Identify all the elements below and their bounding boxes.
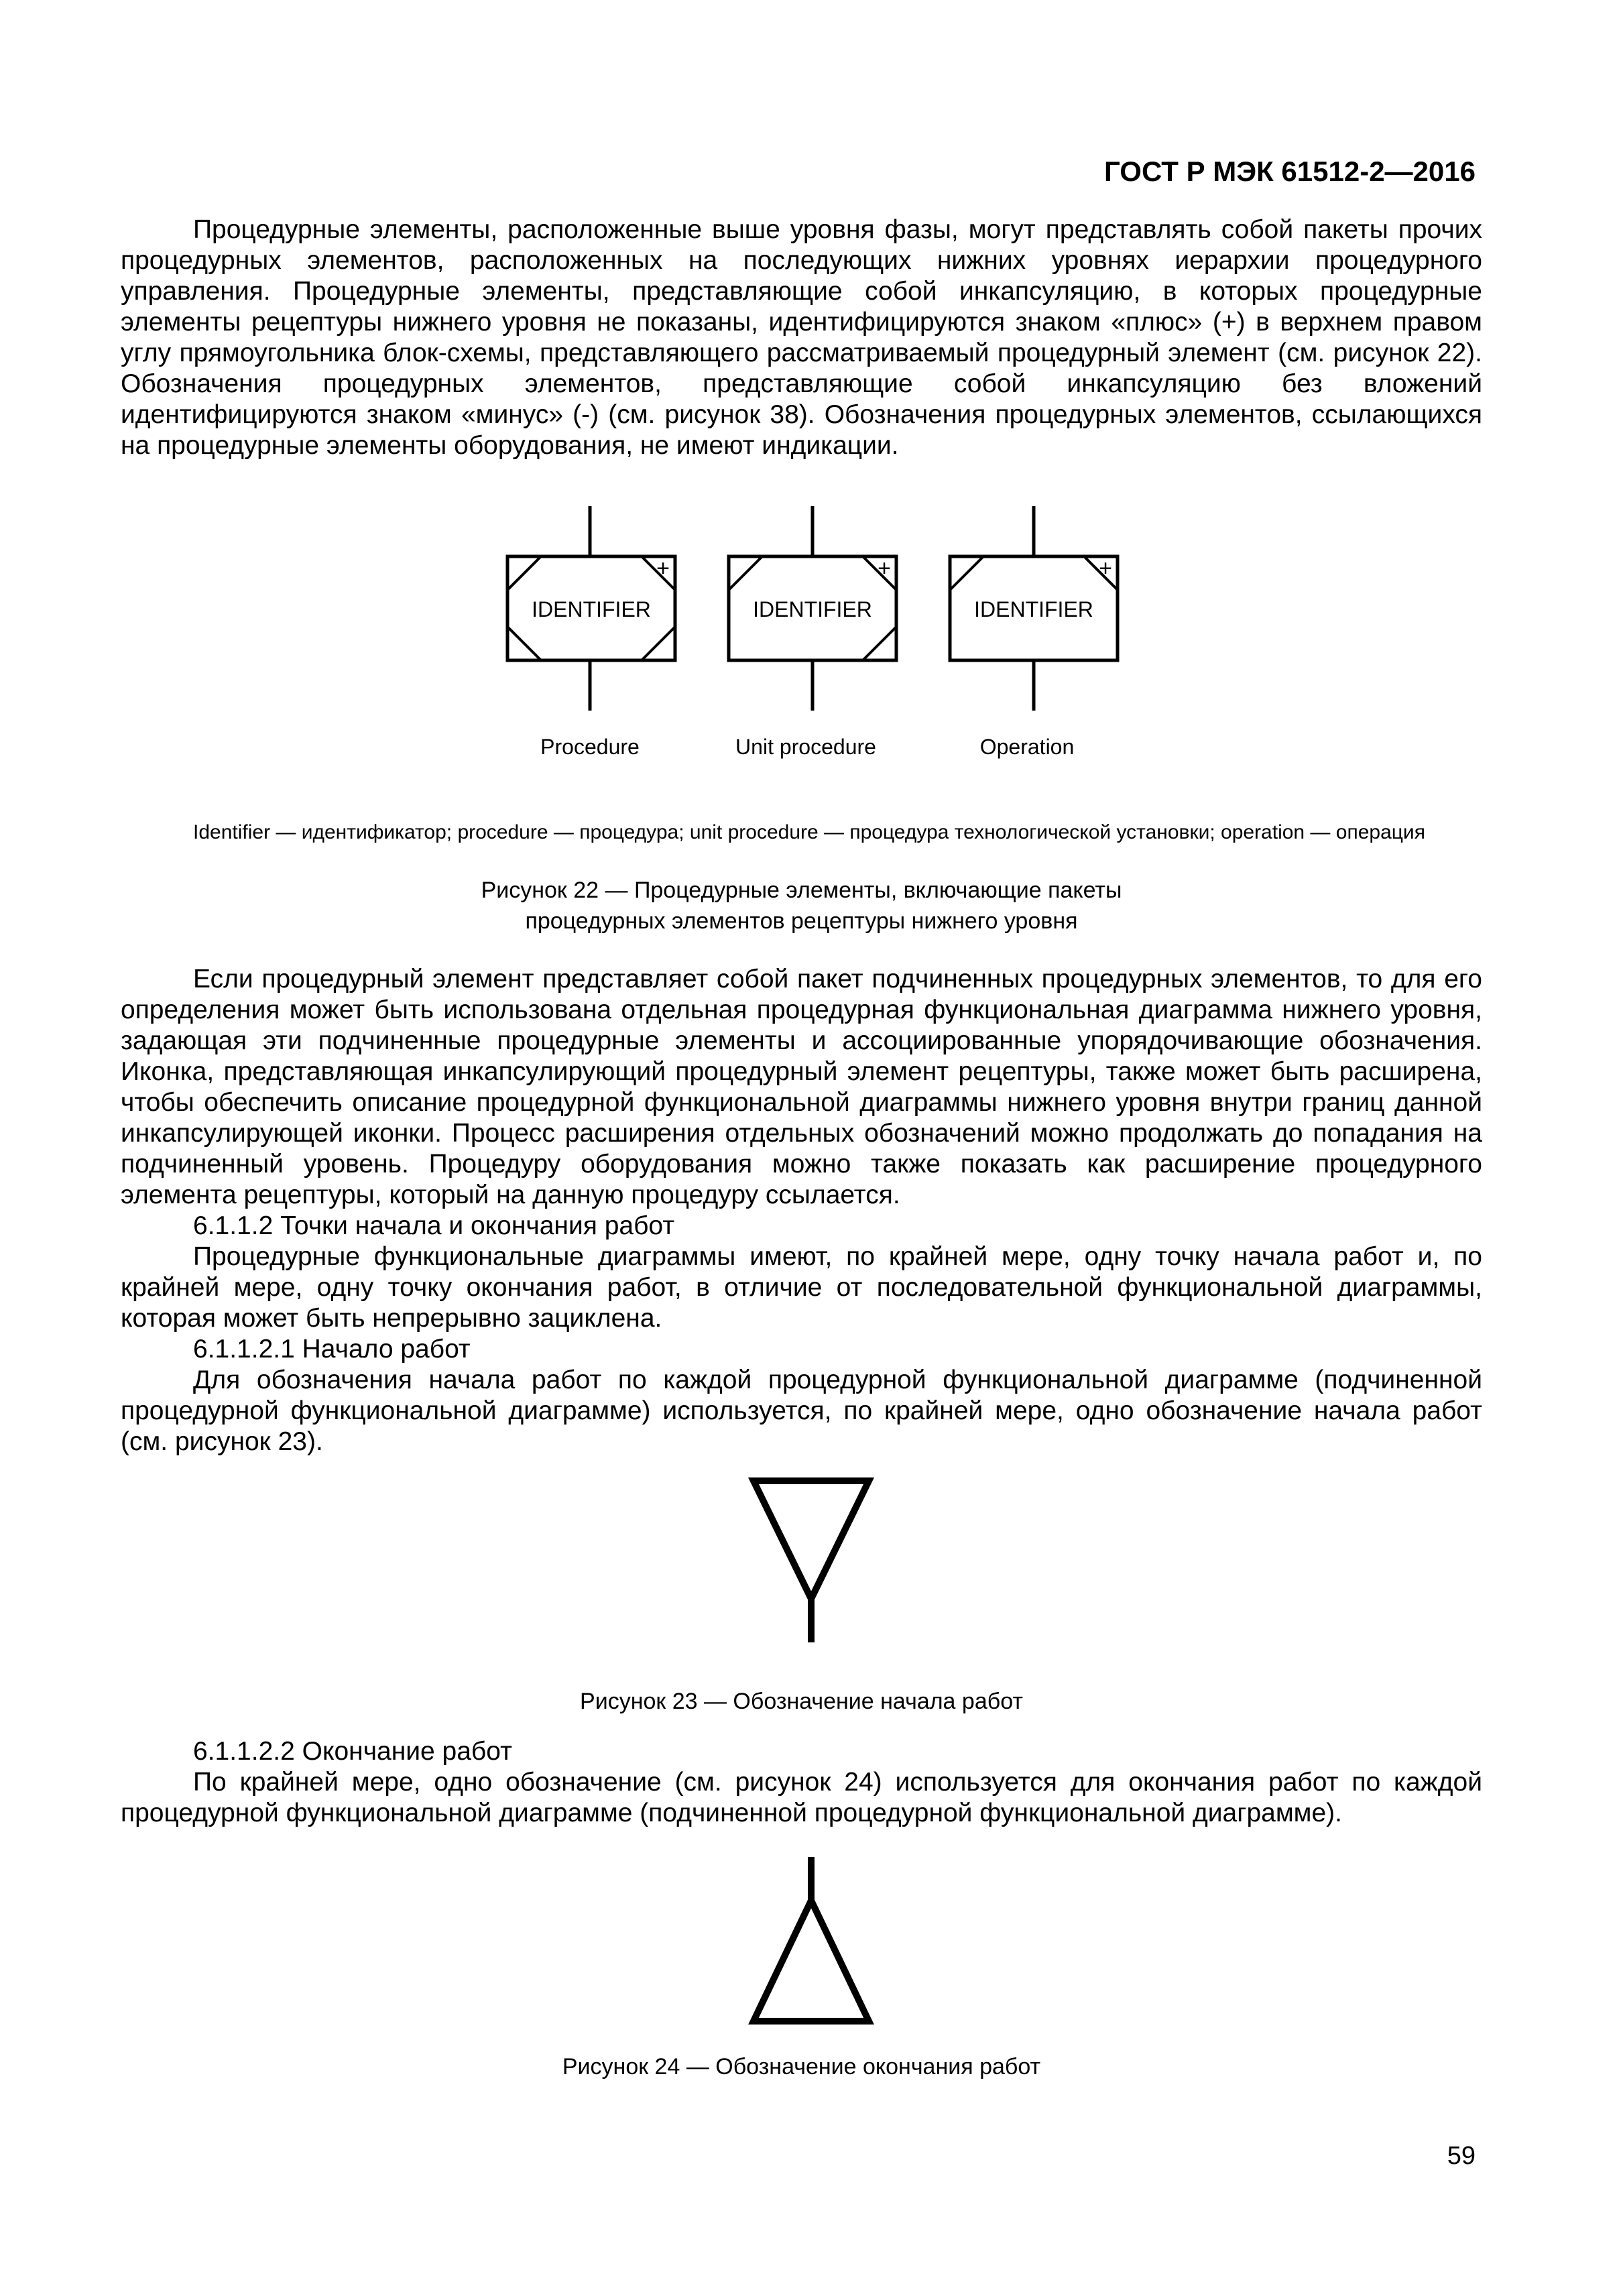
plus-mark: + [656, 556, 670, 581]
paragraph-4: Для обозначения начала работ по каждой процедурной функциональной диаграмме (подчиненной процедурной функциональной диаграмме) используется, по крайней мере, одно обозначение начала работ (см. рисунок 23). [121, 1366, 1482, 1456]
figure-22-caption-line-2: процедурных элементов рецептуры нижнего уровня [525, 908, 1078, 934]
plus-mark: + [1099, 556, 1112, 581]
paragraph-5: По крайней мере, одно обозначение (см. рисунок 24) используется для окончания работ по каждой процедурной функциональной диаграмме (подчиненной процедурной функциональной диаграмме). [121, 1768, 1482, 1827]
figure-23-caption: Рисунок 23 — Обозначение начала работ [580, 1689, 1023, 1714]
operation-label: Operation [979, 735, 1075, 759]
plus-mark: + [878, 556, 891, 581]
figure-22-diagram [483, 506, 1153, 774]
identifier-text: IDENTIFIER [974, 597, 1093, 621]
section-6-1-1-2-2-heading: 6.1.1.2.2 Окончание работ [193, 1737, 512, 1766]
figure-22-legend: Identifier — идентификатор; procedure — процедура; unit procedure — процедура технологической установки; operation — операция [193, 821, 1425, 843]
identifier-text: IDENTIFIER [532, 597, 651, 621]
section-6-1-1-2-heading: 6.1.1.2 Точки начала и окончания работ [193, 1211, 675, 1240]
paragraph-3: Процедурные функциональные диаграммы имеют, по крайней мере, одну точку начала работ и, по крайней мере, одну точку окончания работ, в отличие от последовательной функциональной диаграммы, которая может быть непрерывно зациклена. [121, 1242, 1482, 1333]
unit-procedure-label: Unit procedure [735, 735, 876, 759]
section-6-1-1-2-1-heading: 6.1.1.2.1 Начало работ [193, 1335, 471, 1364]
figure-22-caption-line-1: Рисунок 22 — Процедурные элементы, включающие пакеты [481, 878, 1122, 903]
end-symbol [744, 1854, 878, 2035]
page-number: 59 [1447, 2142, 1476, 2170]
procedure-block [507, 506, 675, 759]
operation-block [950, 506, 1118, 759]
figure-24-caption: Рисунок 24 — Обозначение окончания работ [562, 2054, 1041, 2079]
paragraph-1: Процедурные элементы, расположенные выше уровня фазы, могут представлять собой пакеты прочих процедурных элементов, расположенных на последующих нижних уровнях иерархии процедурного управления. Процедурные элементы, представляющие собой инкапсуляцию, в которых процедурные элементы рецептуры нижнего уровня не показаны, идентифицируются знаком «плюс» (+) в верхнем правом углу прямоугольника блок-схемы, представляющего рассматриваемый процедурный элемент (см. рисунок 22). Обозначения процедурных элементов, представляющие собой инкапсуляцию без вложений идентифицируются знаком «минус» (-) (см. рисунок 38). Обозначения процедурных элементов, ссылающихся на процедурные элементы оборудования, не имеют индикации. [121, 215, 1482, 460]
unit-procedure-block [729, 506, 896, 759]
identifier-text: IDENTIFIER [753, 597, 872, 621]
start-symbol [744, 1471, 878, 1646]
document-header: ГОСТ Р МЭК 61512-2—2016 [1104, 156, 1476, 187]
paragraph-2: Если процедурный элемент представляет собой пакет подчиненных процедурных элементов, то для его определения может быть использована отдельная процедурная функциональная диаграмма нижнего уровня, задающая эти подчиненные процедурные элементы и ассоциированные упорядочивающие обозначения. Иконка, представляющая инкапсулирующий процедурный элемент рецептуры, также может быть расширена, чтобы обеспечить описание процедурной функциональной диаграммы нижнего уровня внутри границ данной инкапсулирующей иконки. Процесс расширения отдельных обозначений можно продолжать до попадания на подчиненный уровень. Процедуру оборудования можно также показать как расширение процедурного элемента рецептуры, который на данную процедуру ссылается. [121, 965, 1482, 1209]
procedure-label: Procedure [540, 735, 640, 759]
